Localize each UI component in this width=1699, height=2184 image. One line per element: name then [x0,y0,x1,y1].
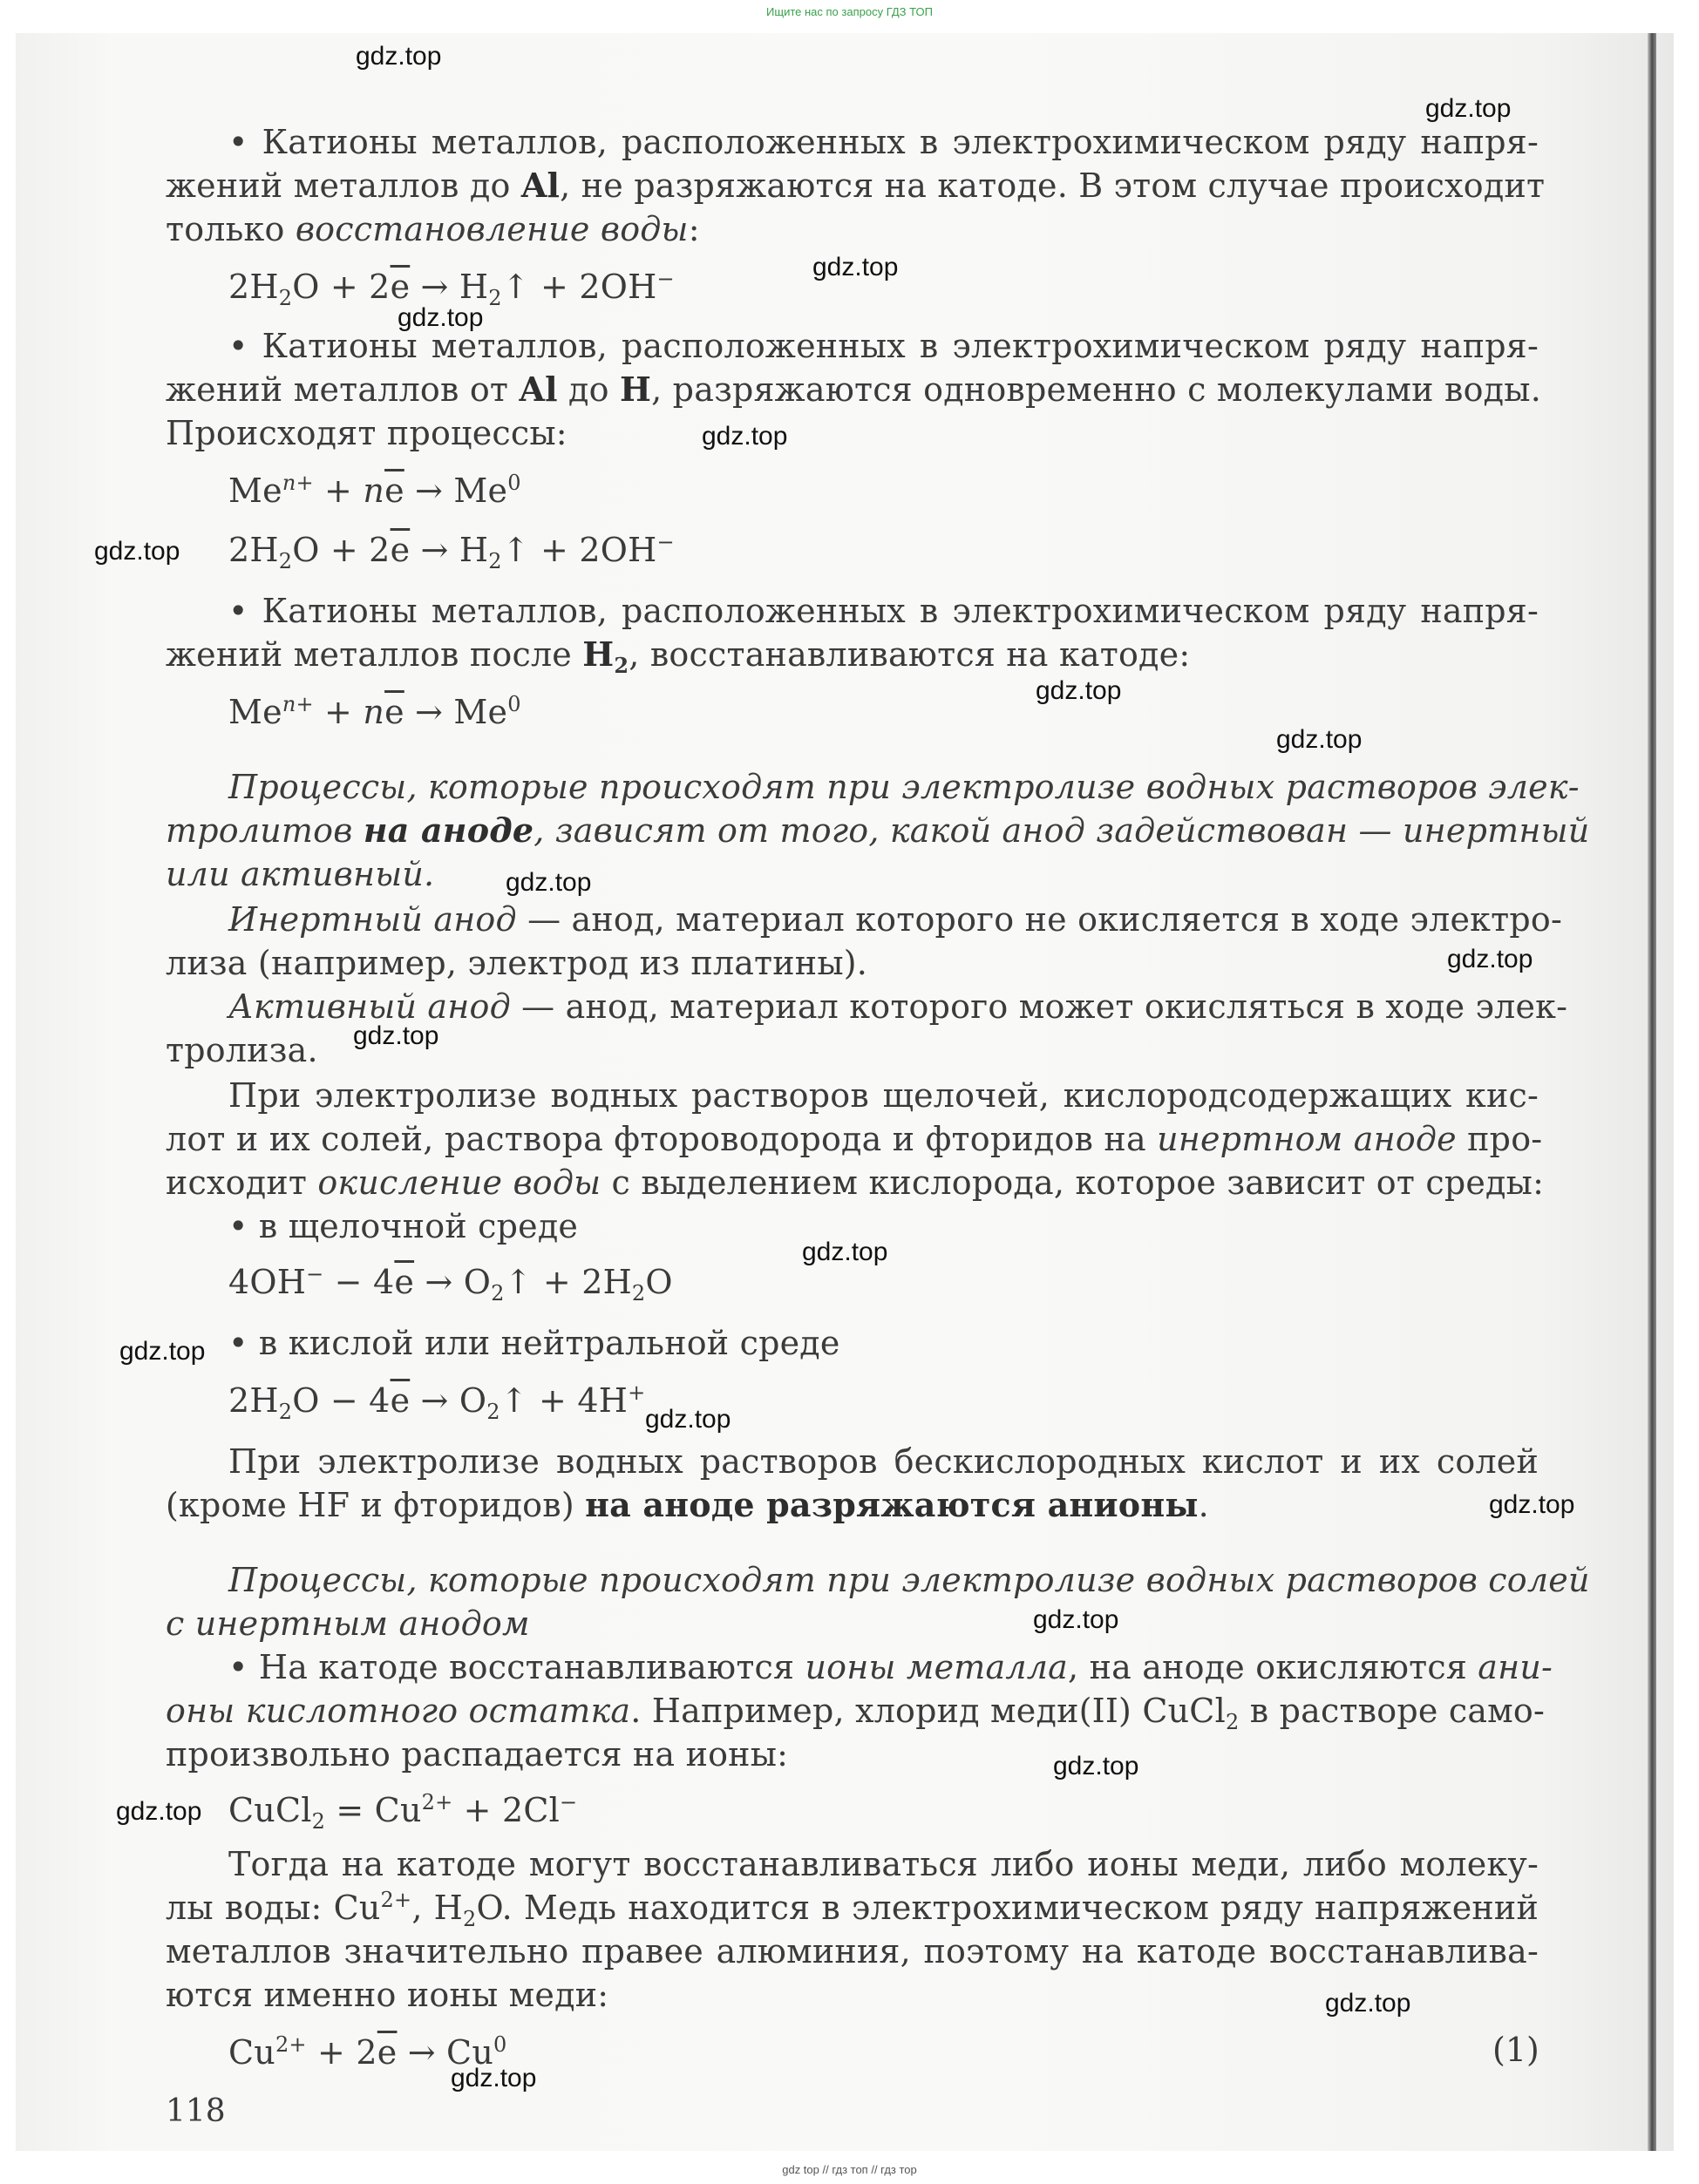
footer-note: gdz top // гдз топ // гдз тор [782,2163,917,2176]
text-line: лы воды: $Cu^{2+}$, $H_2O$. Медь находится в электрохимическом ряду напряжений [166,1888,1539,1931]
watermark-text: gdz.top [116,1797,202,1826]
page-number: 118 [166,2093,226,2129]
equation-number: (1) [1492,2031,1539,2069]
watermark-text: gdz.top [506,868,592,897]
watermark-text: gdz.top [398,303,484,332]
text-line: жений металлов до Al, не разряжаются на катоде. В этом случае происходит [166,166,1546,205]
text-line: Происходят процессы: [166,414,567,452]
watermark-text: gdz.top [1036,676,1122,705]
watermark-text: gdz.top [802,1238,888,1266]
header-note: Ищите нас по запросу ГДЗ ТОП [766,5,933,18]
text-line: только восстановление воды: [166,210,700,248]
watermark-text: gdz.top [812,253,899,281]
formula-water-reduction: $2H_2O + 2\overline{e}$ → $H_2↑ + 2OH^-$ [228,267,675,310]
watermark-text: gdz.top [94,537,180,566]
watermark-text: gdz.top [1053,1752,1139,1780]
formula-copper-reduction: $Cu^{2+} + 2\overline{e} \to Cu^0$ [228,2032,507,2072]
text-line: лиза (например, электрод из платины). [166,944,868,982]
text-line: оны кислотного остатка. Например, хлорид меди(II) CuCl$_2$ в растворе само- [166,1692,1546,1734]
watermark-text: gdz.top [353,1021,439,1050]
formula-metal-reduction: $Me^{n+} + n\overline{e} \to Me^0$ [228,471,521,510]
watermark-text: gdz.top [1033,1605,1119,1634]
text-line: жений металлов после $H_2$, восстанавливаются на катоде: [166,634,1191,678]
text-line: тролиза. [166,1031,318,1069]
watermark-text: gdz.top [356,42,442,71]
text-line: Активный анод — анод, материал которого может окисляться в ходе элек- [228,987,1568,1026]
text-line: или активный. [166,855,435,893]
text-line: • Катионы металлов, расположенных в электрохимическом ряду напря- [228,123,1539,161]
formula-acidic-oxidation: $2H_2O - 4\overline{e}$ → $O_2↑ + 4H^+$ [228,1380,646,1424]
text-line: с инертным анодом [166,1604,530,1643]
watermark-text: gdz.top [645,1405,731,1434]
watermark-text: gdz.top [1276,725,1363,754]
text-line: произвольно распадается на ионы: [166,1735,789,1774]
bullet-acidic: • в кислой или нейтральной среде [228,1324,840,1362]
text-line: Процессы, которые происходят при электролизе водных растворов элек- [228,768,1580,806]
text-line: • Катионы металлов, расположенных в электрохимическом ряду напря- [228,327,1539,365]
text-line: Тогда на катоде могут восстанавливаться либо ионы меди, либо молеку- [228,1845,1539,1883]
formula-cucl2-dissociation: CuCl$_2$ = $Cu^{2+} + 2Cl^-$ [228,1790,578,1834]
text-line: При электролизе водных растворов щелочей, кислородсодержащих кис- [228,1076,1539,1115]
watermark-text: gdz.top [1489,1490,1575,1519]
text-line: • Катионы металлов, расположенных в электрохимическом ряду напря- [228,592,1539,630]
book-spine [1648,33,1656,2151]
text-line: (кроме HF и фторидов) на аноде разряжаются анионы. [166,1485,1209,1524]
watermark-text: gdz.top [1425,94,1512,123]
text-line: ются именно ионы меди: [166,1976,609,2014]
text-line: • На катоде восстанавливаются ионы металла, на аноде окисляются ани- [228,1648,1553,1686]
watermark-text: gdz.top [1447,945,1533,973]
formula-metal-reduction: $Me^{n+} + n\overline{e} \to Me^0$ [228,692,521,731]
formula-alkaline-oxidation: $4OH^- - 4\overline{e}$ → $O_2↑ + 2H_2O$ [228,1262,673,1306]
text-line: Процессы, которые происходят при электролизе водных растворов солей [228,1561,1590,1599]
watermark-text: gdz.top [451,2064,537,2092]
text-line: исходит окисление воды с выделением кислорода, которое зависит от среды: [166,1163,1545,1202]
formula-water-reduction: $2H_2O + 2\overline{e}$ → $H_2↑ + 2OH^-$ [228,530,675,573]
text-line: Инертный анод — анод, материал которого не окисляется в ходе электро- [228,900,1562,939]
text-line: металлов значительно правее алюминия, поэтому на катоде восстанавлива- [166,1932,1539,1970]
watermark-text: gdz.top [119,1337,206,1366]
text-line: При электролизе водных растворов бескислородных кислот и их солей [228,1442,1539,1481]
text-line: тролитов на аноде, зависят от того, какой анод задействован — инертный [166,811,1590,850]
bullet-alkaline: • в щелочной среде [228,1207,579,1245]
watermark-text: gdz.top [1325,1989,1411,2018]
text-line: жений металлов от Al до H, разряжаются одновременно с молекулами воды. [166,370,1541,409]
text-line: лот и их солей, раствора фтороводорода и фторидов на инертном аноде про- [166,1120,1543,1158]
watermark-text: gdz.top [702,422,788,451]
